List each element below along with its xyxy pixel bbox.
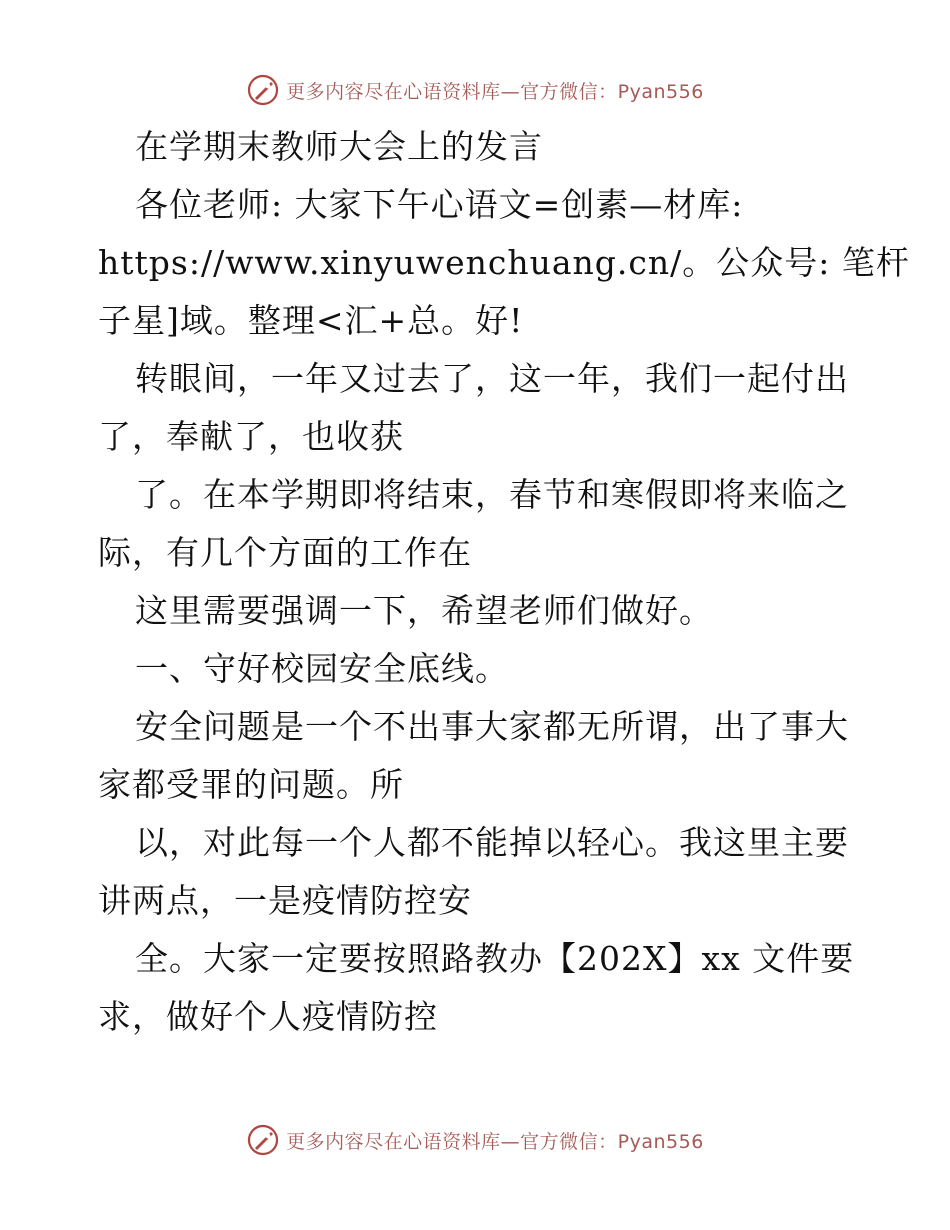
paragraph-line: 了，奉献了，也收获 [98, 417, 404, 456]
paragraph-line: 全。大家一定要按照路教办【202X】xx 文件要 [135, 939, 855, 978]
section-heading: 一、守好校园安全底线。 [135, 649, 509, 688]
footer-banner-text: 更多内容尽在心语资料库—官方微信：Pyan556 [286, 1130, 704, 1153]
footer-banner [0, 1120, 950, 1160]
paragraph-line: 各位老师: 大家下午心语文=创素—材库: [135, 185, 744, 224]
document-title: 在学期末教师大会上的发言 [135, 127, 543, 166]
document-body [98, 118, 910, 1046]
paragraph-line: 家都受罪的问题。所 [98, 765, 404, 804]
paragraph-line: 子星]域。整理<汇+总。好! [98, 301, 524, 340]
paragraph-line: 际，有几个方面的工作在 [98, 533, 472, 572]
paragraph-line: 这里需要强调一下，希望老师们做好。 [135, 591, 713, 630]
paragraph-line: 以，对此每一个人都不能掉以轻心。我这里主要 [135, 823, 849, 862]
quill-pen-logo-icon [246, 73, 280, 107]
paragraph-line: 求，做好个人疫情防控 [98, 997, 438, 1036]
paragraph-line: 讲两点，一是疫情防控安 [98, 881, 472, 920]
quill-pen-logo-icon [246, 1123, 280, 1157]
paragraph-line: 了。在本学期即将结束，春节和寒假即将来临之 [135, 475, 849, 514]
paragraph-line: https://www.xinyuwenchuang.cn/。公众号: 笔杆 [98, 243, 910, 282]
paragraph-line: 转眼间，一年又过去了，这一年，我们一起付出 [135, 359, 849, 398]
header-banner-text: 更多内容尽在心语资料库—官方微信：Pyan556 [286, 80, 704, 103]
header-banner [0, 70, 950, 110]
paragraph-line: 安全问题是一个不出事大家都无所谓，出了事大 [135, 707, 849, 746]
